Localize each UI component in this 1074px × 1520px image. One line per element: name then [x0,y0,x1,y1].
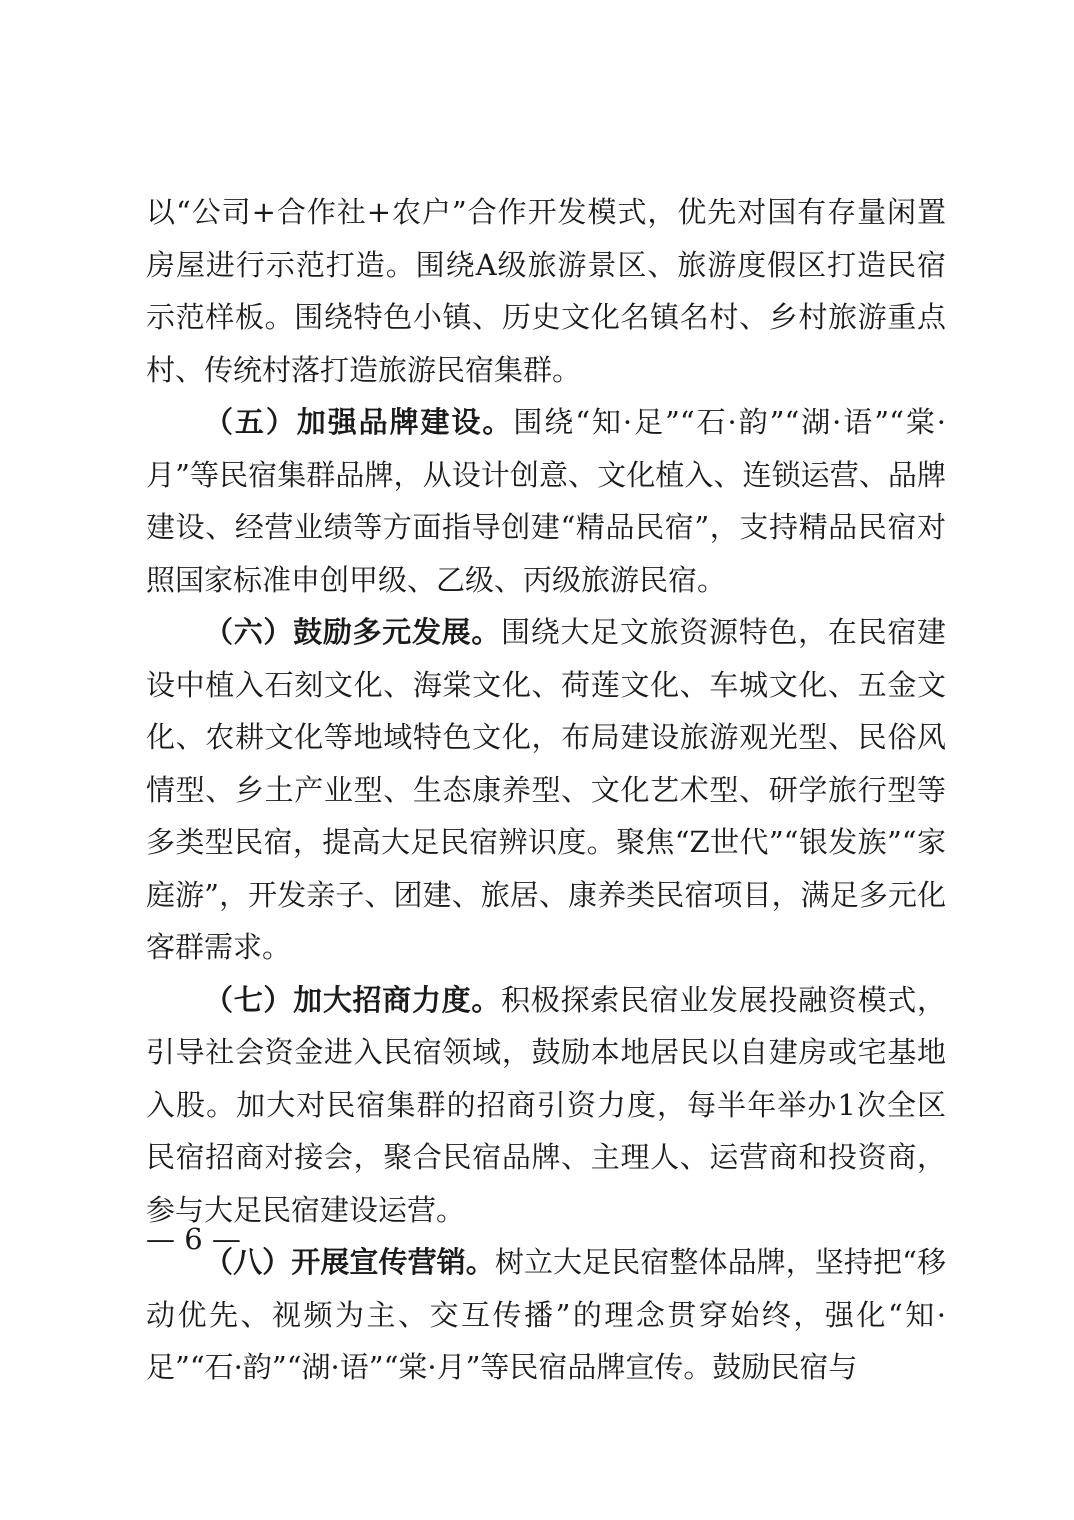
paragraph-text: 围绕大足文旅资源特色，在民宿建设中植入石刻文化、海棠文化、荷莲文化、车城文化、五金文化、农耕文化等地域特色文化，布局建设旅游观光型、民俗风情型、乡土产业型、生态康养型、文化艺术型、研学旅行型等多类型民宿，提高大足民宿辨识度。聚焦“Z世代”“银发族”“家庭游”，开发亲子、团建、旅居、康养类民宿项目，满足多元化客群需求。 [146,615,946,964]
paragraph-text: 围绕“知·足”“石·韵”“湖·语”“棠·月”等民宿集群品牌，从设计创意、文化植入、连锁运营、品牌建设、经营业绩等方面指导创建“精品民宿”，支持精品民宿对照国家标准申创甲级、乙级、丙级旅游民宿。 [146,405,946,597]
paragraph-heading: （五）加强品牌建设。 [204,405,514,439]
paragraph-continuation [146,186,946,396]
paragraph-text: 积极探索民宿业发展投融资模式，引导社会资金进入民宿领域，鼓励本地居民以自建房或宅基地入股。加大对民宿集群的招商引资力度，每半年举办1次全区民宿招商对接会，聚合民宿品牌、主理人、运营商和投资商，参与大足民宿建设运营。 [146,982,946,1227]
paragraph-heading: （六）鼓励多元发展。 [204,615,502,649]
paragraph-brand-building [146,396,946,606]
paragraph-heading: （八）开展宣传营销。 [204,1245,495,1279]
paragraph-text: 以“公司+合作社+农户”合作开发模式，优先对国有存量闲置房屋进行示范打造。围绕A级旅游景区、旅游度假区打造民宿示范样板。围绕特色小镇、历史文化名镇名村、乡村旅游重点村、传统村落打造旅游民宿集群。 [146,195,946,387]
paragraph-heading: （七）加大招商力度。 [204,982,502,1017]
paragraph-diversified-development [146,606,946,974]
document-body [146,186,946,1394]
paragraph-investment-promotion [146,974,946,1237]
paragraph-text: 树立大足民宿整体品牌，坚持把“移动优先、视频为主、交互传播”的理念贯穿始终，强化“知·足”“石·韵”“湖·语”“棠·月”等民宿品牌宣传。鼓励民宿与 [146,1245,946,1384]
page-number: — 6 — [146,1222,241,1256]
paragraph-publicity-marketing [146,1236,946,1394]
